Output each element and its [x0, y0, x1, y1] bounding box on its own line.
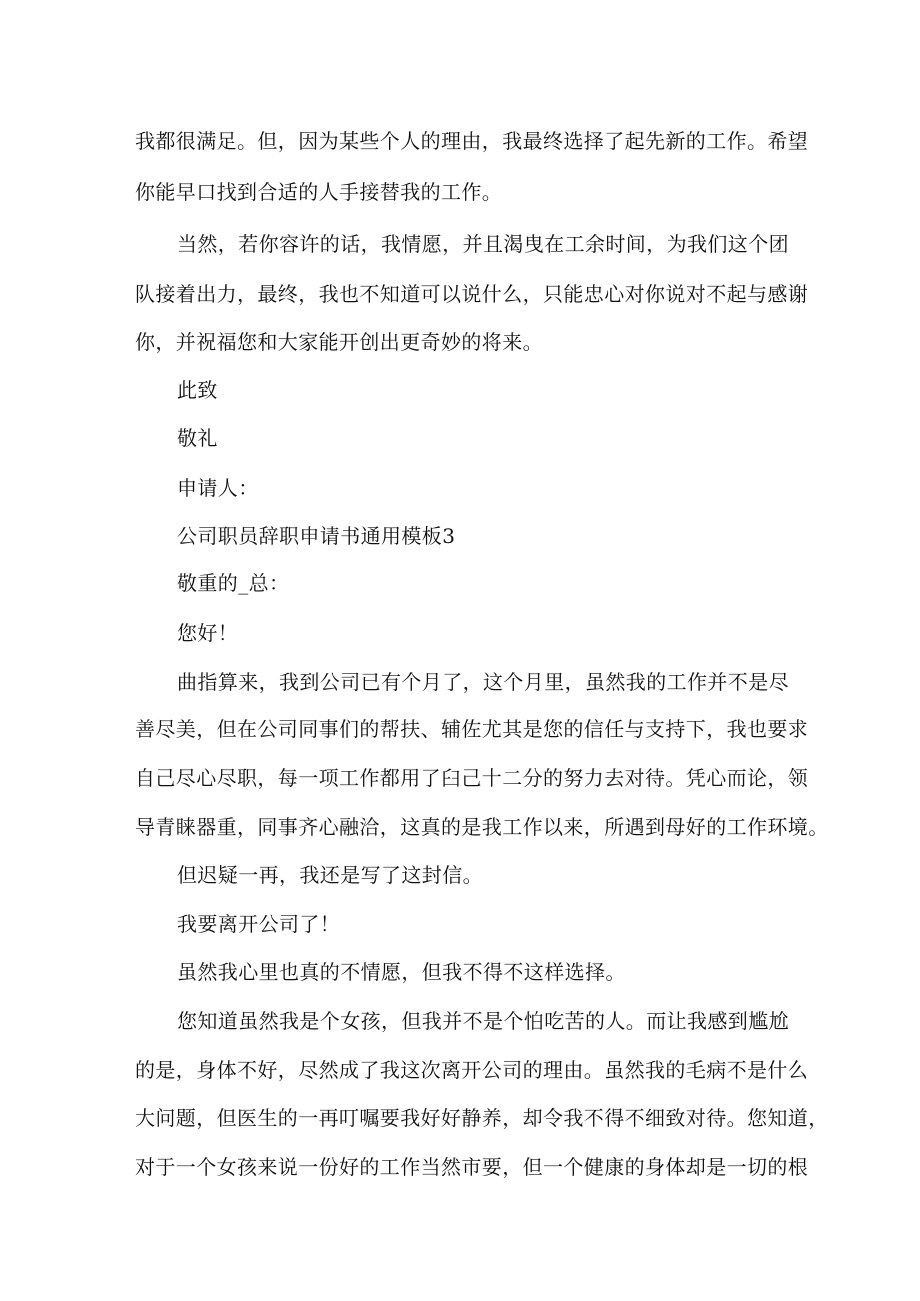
paragraph-line: 虽然我心里也真的不情愿，但我不得不这样选择。	[177, 960, 626, 984]
paragraph-line: 你能早口找到合适的人手接替我的工作。	[135, 180, 503, 204]
closing-regards: 敬礼	[177, 426, 218, 450]
paragraph-line: 您知道虽然我是个女孩，但我并不是个怕吃苦的人。而让我感到尴尬	[177, 1009, 789, 1033]
paragraph-line: 但迟疑一再，我还是写了这封信。	[177, 863, 483, 887]
letter-salutation: 敬重的_总：	[177, 571, 290, 595]
paragraph-line: 的是，身体不好，尽然成了我这次离开公司的理由。虽然我的毛病不是什么	[135, 1058, 809, 1082]
paragraph-line: 自己尽心尽职，每一项工作都用了臼己十二分的努力去对待。凭心而论，领	[135, 766, 809, 790]
paragraph-line: 曲指算来，我到公司已有个月了，这个月里，虽然我的工作并不是尽	[177, 670, 789, 694]
paragraph-line: 大问题，但医生的一再叮嘱要我好好静养，却令我不得不细致对待。您知道，	[135, 1106, 829, 1130]
paragraph-line: 善尽美，但在公司同事们的帮扶、辅佐尤其是您的信任与支持下，我也要求	[135, 717, 809, 741]
paragraph-line: 对于一个女孩来说一份好的工作当然市要，但一个健康的身体却是一切的根	[135, 1155, 809, 1179]
paragraph-line: 队接着出力，最终，我也不知道可以说什么，只能忠心对你说对不起与感谢	[135, 282, 809, 306]
paragraph-line: 导青睐器重，同事齐心融洽，这真的是我工作以来，所遇到母好的工作环境。	[135, 815, 829, 839]
closing-salutation: 此致	[177, 378, 218, 402]
paragraph-line: 当然，若你容许的话，我情愿，并且渴曳在工余时间，为我们这个团	[177, 232, 789, 256]
paragraph-line: 我要离开公司了！	[177, 912, 341, 936]
greeting: 您好！	[177, 621, 239, 645]
section-title: 公司职员辞职申请书通用模板3	[177, 524, 456, 548]
paragraph-line: 我都很满足。但，因为某些个人的理由，我最终选择了起先新的工作。希望	[135, 129, 809, 153]
applicant-label: 申请人：	[177, 476, 259, 500]
paragraph-line: 你，并祝福您和大家能开创出更奇妙的将来。	[135, 330, 543, 354]
